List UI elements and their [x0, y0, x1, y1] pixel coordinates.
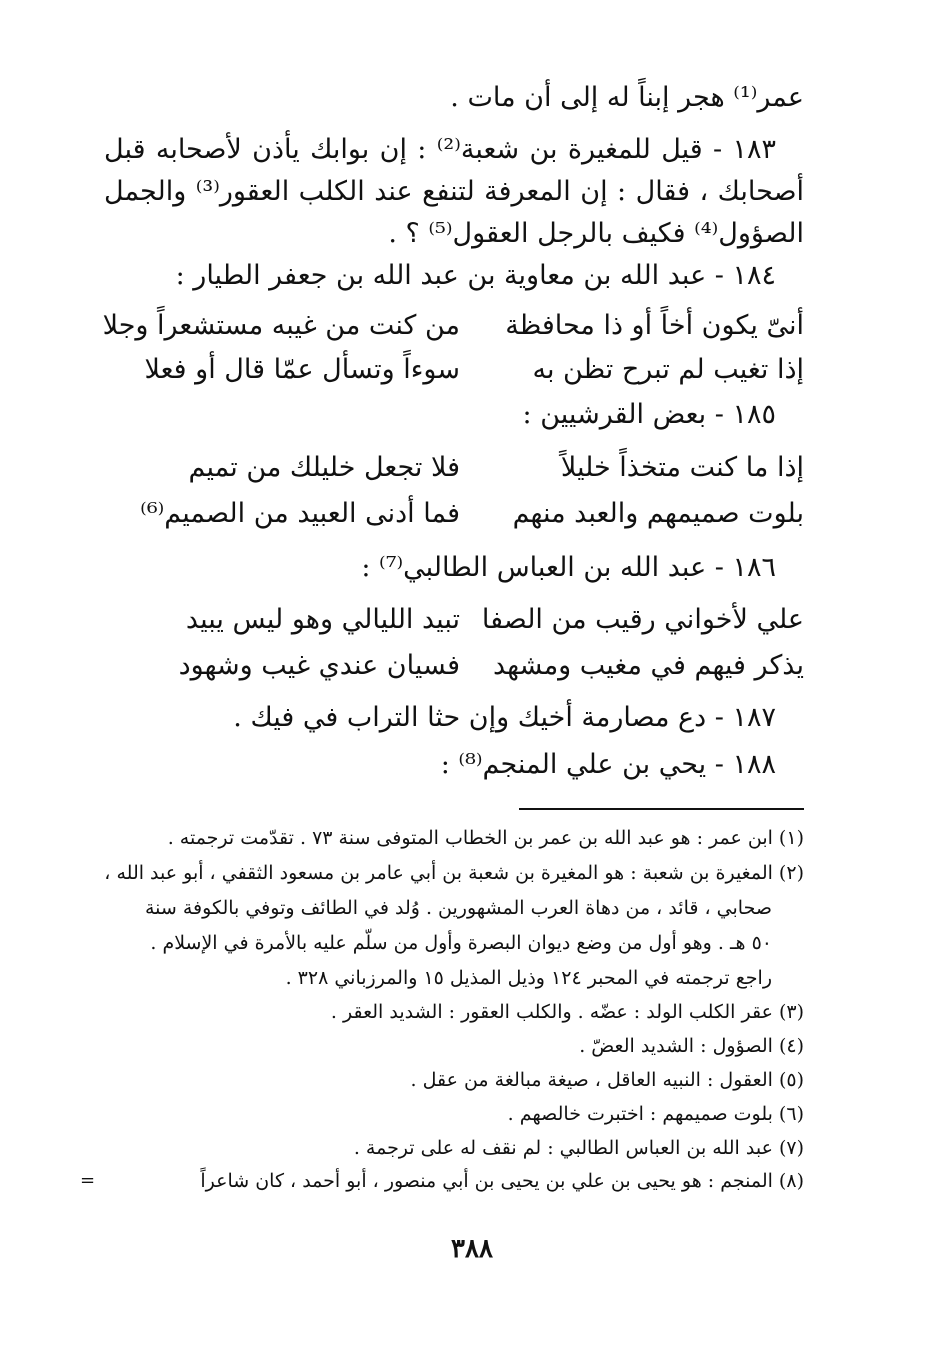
entry-187-line: ١٨٧ - دع مصارمة أخيك وإن حثا التراب في فيك .: [233, 702, 776, 733]
verse-5-hemistich-1: علي لأخواني رقيب من الصفا: [481, 604, 804, 635]
verse-4-hemistich-1: بلوت صميمهم والعبد منهم: [512, 498, 804, 529]
entry-183-line-1: ١٨٣ - قيل للمغيرة بن شعبة⁽²⁾ : إن بوابك يأذن لأصحابه قبل: [104, 134, 777, 165]
verse-2-hemistich-1: إذا تغيب لم تبرح تظن به: [532, 354, 804, 385]
entry-183-line-2: أصحابك ، فقال : إن المعرفة لتنفع عند الكلب العقور⁽³⁾ والجمل: [104, 176, 805, 207]
footnote-3: (٣) عقر الكلب الولد : عضّه . والكلب العقور : الشديد العقر .: [330, 1001, 804, 1023]
verse-6-hemistich-1: يذكر فيهم في مغيب ومشهد: [492, 650, 804, 681]
entry-184-heading: ١٨٤ - عبد الله بن معاوية بن عبد الله بن جعفر الطيار :: [175, 260, 776, 291]
verse-2-hemistich-2: سوءاً وتسأل عمّا قال أو فعلا: [144, 354, 460, 385]
footnote-8: (٨) المنجم : هو يحيى بن علي بن يحيى بن أبي منصور ، أبو أحمد ، كان شاعراً: [200, 1170, 804, 1192]
entry-186-heading: ١٨٦ - عبد الله بن العباس الطالبي⁽⁷⁾ :: [361, 552, 776, 583]
entry-188-heading: ١٨٨ - يحي بن علي المنجم⁽⁸⁾ :: [440, 749, 776, 780]
footnote-2-line-3: ٥٠ هـ . وهو أول من وضع ديوان البصرة وأول من سلّم عليه بالأمرة في الإسلام .: [150, 932, 772, 954]
footnote-separator: [519, 808, 804, 810]
verse-1-hemistich-1: أنىّ يكون أخاً أو ذا محافظة: [505, 310, 804, 341]
verse-3-hemistich-2: فلا تجعل خليلك من تميم: [188, 452, 460, 483]
footnote-7: (٧) عبد الله بن العباس الطالبي : لم نقف له على ترجمة .: [353, 1137, 804, 1159]
entry-183-line-3: الصؤول⁽⁴⁾ فكيف بالرجل العقول⁽⁵⁾ ؟ .: [388, 218, 804, 249]
footnote-2-line-1: (٢) المغيرة بن شعبة : هو المغيرة بن شعبة بن أبي عامر بن مسعود الثقفي ، أبو عبد الله ،: [104, 862, 804, 884]
footnote-5: (٥) العقول : النبيه العاقل ، صيغة مبالغة من عقل .: [410, 1069, 804, 1091]
verse-5-hemistich-2: تبيد الليالي وهو ليس يبيد: [185, 604, 460, 635]
verse-6-hemistich-2: فسيان عندي غيب وشهود: [178, 650, 460, 681]
verse-1-hemistich-2: من كنت من غيبه مستشعراً وجلا: [102, 310, 460, 341]
verse-4-hemistich-2: فما أدنى العبيد من الصميم⁽⁶⁾: [140, 498, 460, 529]
footnote-4: (٤) الصؤول : الشديد العضّ .: [579, 1035, 804, 1057]
footnote-2-line-4: راجع ترجمته في المحبر ١٢٤ وذيل المذيل ١٥ والمرزباني ٣٢٨ .: [285, 967, 772, 989]
body-line-1: عمر⁽¹⁾ هجر إبناً له إلى أن مات .: [450, 82, 804, 113]
verse-3-hemistich-1: إذا ما كنت متخذاً خليلاً: [560, 452, 804, 483]
page-number: ٣٨٨: [451, 1234, 493, 1264]
entry-185-heading: ١٨٥ - بعض القرشيين :: [522, 399, 776, 430]
footnote-1: (١) ابن عمر : هو عبد الله بن عمر بن الخطاب المتوفى سنة ٧٣ . تقدّمت ترجمته .: [167, 827, 804, 849]
continuation-mark: =: [80, 1170, 96, 1191]
footnote-2-line-2: صحابي ، قائد ، من دهاة العرب المشهورين . وُلد في الطائف وتوفي بالكوفة سنة: [144, 897, 772, 919]
footnote-6: (٦) بلوت صميمهم : اختبرت خالصهم .: [507, 1103, 804, 1125]
